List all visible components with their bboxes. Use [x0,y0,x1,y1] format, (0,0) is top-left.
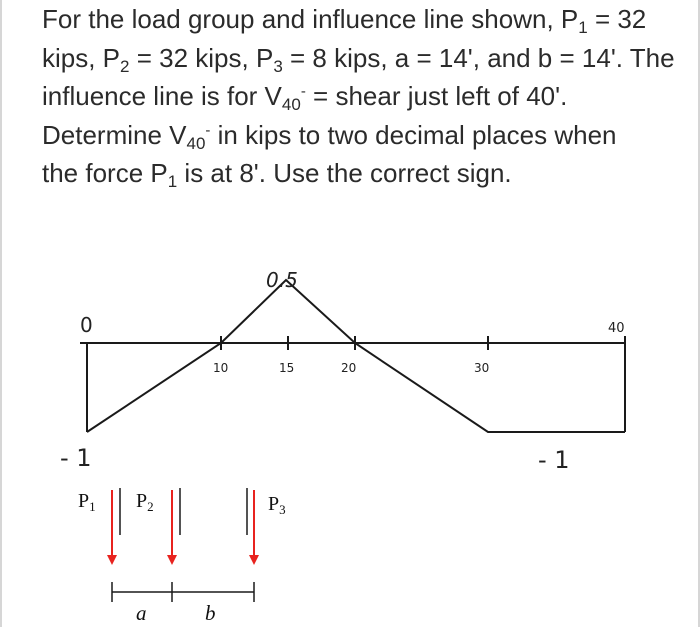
tick-label-15: 15 [279,361,295,375]
load-p2 [136,488,180,560]
tick-label-10: 10 [213,361,229,375]
influence-line [87,280,625,432]
load-p1-label: $P_1$ [78,490,96,514]
dim-a-label: a [136,601,147,625]
dim-b-label: b [205,601,216,625]
load-p3-label: $P_3$ [268,493,286,517]
neg-one-left-label: - 1 [60,444,92,472]
load-p2-label: $P_2$ [136,490,154,514]
tick-label-20: 20 [341,361,357,375]
load-p3 [247,488,286,560]
dimension-line [112,582,254,602]
question-line-4: Determine $V_{40}^-$ in kips to two decimal places when [42,119,617,153]
left-zero-label: 0 [80,313,93,337]
question-line-1: For the load group and influence line shown, $P_1 = 32$ [42,4,647,37]
question-line-5: the force $P_1$ is at 8'. Use the correct sign. [42,158,512,191]
tick-label-30: 30 [474,361,490,375]
right-forty-label: 40 [608,321,625,336]
question-line-2: kips, $P_2 = 32$ kips, $P_3 = 8$ kips, a = 14', and b = 14'. The [42,42,675,76]
question-line-3: influence line is for $V_{40}^-$ = shear just left of 40'. [42,81,568,114]
neg-one-right-label: - 1 [538,446,570,474]
peak-label: 0.5 [266,268,298,292]
load-p1 [78,488,120,560]
